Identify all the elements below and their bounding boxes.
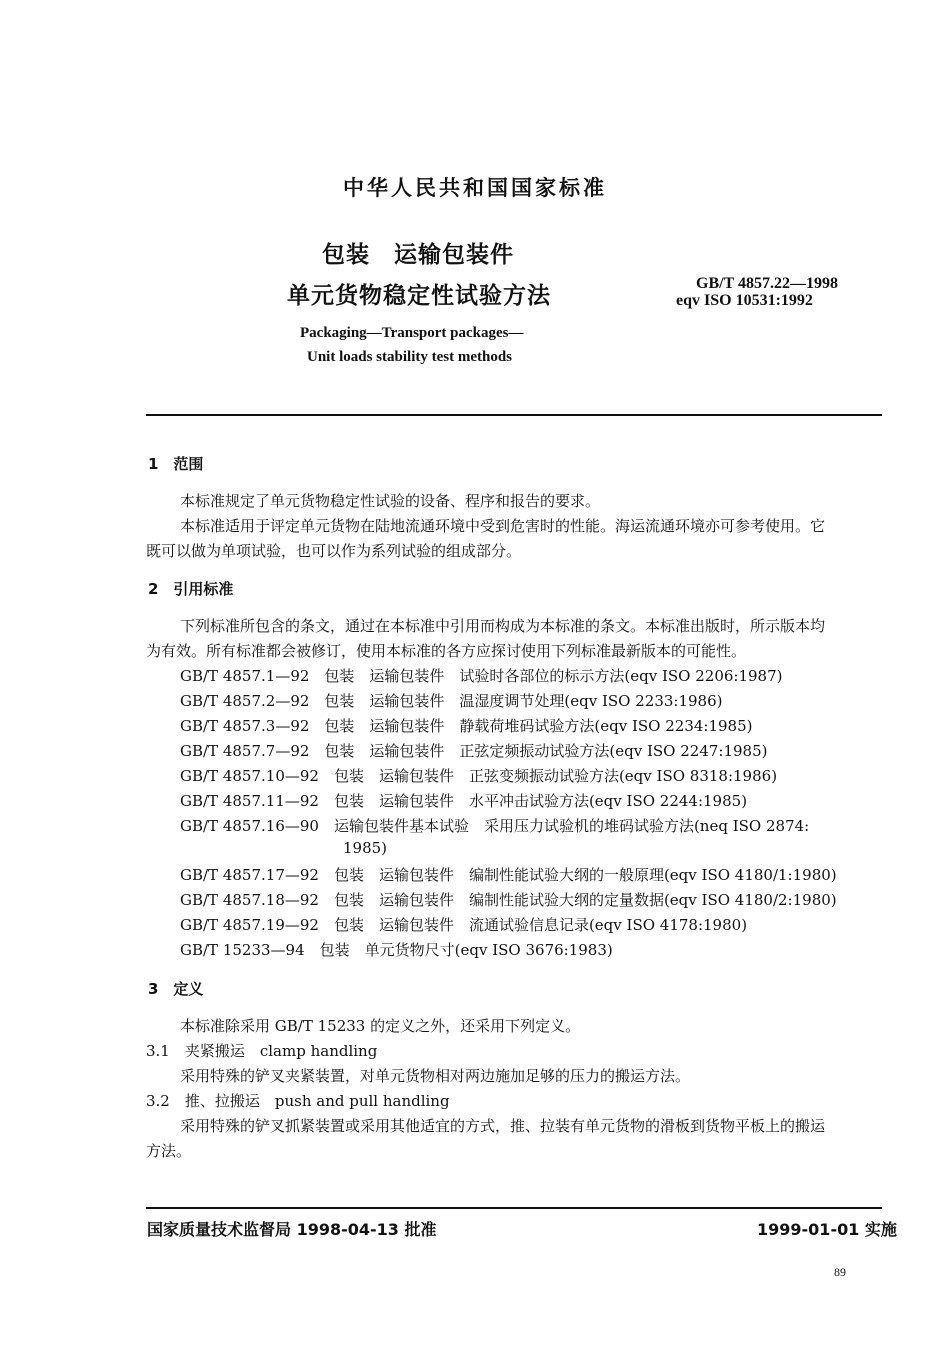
title-line-2: 单元货物稳定性试验方法: [287, 283, 551, 309]
bottom-divider: [146, 1207, 882, 1209]
top-divider: [146, 414, 882, 416]
definition-3-1-text: 采用特殊的铲叉夹紧装置，对单元货物相对两边施加足够的压力的搬运方法。: [180, 1067, 691, 1085]
reference-item-continuation: 1985): [343, 839, 388, 857]
section-1-paragraph-1: 本标准规定了单元货物稳定性试验的设备、程序和报告的要求。: [180, 492, 601, 510]
standard-code: GB/T 4857.22—1998: [696, 275, 838, 292]
section-1-paragraph-2-line-2: 既可以做为单项试验，也可以作为系列试验的组成部分。: [146, 542, 522, 560]
section-3-heading: 3 定义: [148, 980, 204, 998]
reference-item: GB/T 4857.16—90 运输包装件基本试验 采用压力试验机的堆码试验方法(neq ISO 2874:: [180, 817, 810, 835]
definition-3-1-heading: 3.1 夹紧搬运 clamp handling: [146, 1042, 378, 1060]
section-2-paragraph-line-1: 下列标准所包含的条文，通过在本标准中引用而构成为本标准的条文。本标准出版时，所示版本均: [180, 617, 826, 635]
equivalent-standard: eqv ISO 10531:1992: [676, 292, 813, 309]
document-header: 中华人民共和国国家标准: [343, 176, 607, 200]
definition-3-2-line-2: 方法。: [146, 1142, 192, 1160]
definition-3-2-line-1: 采用特殊的铲叉抓紧装置或采用其他适宜的方式，推、拉装有单元货物的滑板到货物平板上的搬运: [180, 1117, 826, 1135]
reference-item: GB/T 4857.17—92 包装 运输包装件 编制性能试验大纲的一般原理(eqv ISO 4180/1:1980): [180, 866, 837, 884]
section-2-paragraph-line-2: 为有效。所有标准都会被修订，使用本标准的各方应探讨使用下列标准最新版本的可能性。: [146, 642, 747, 660]
reference-item: GB/T 4857.2—92 包装 运输包装件 温湿度调节处理(eqv ISO 2233:1986): [180, 692, 723, 710]
implementation-date: 1999-01-01 实施: [757, 1220, 897, 1239]
section-1-paragraph-2-line-1: 本标准适用于评定单元货物在陆地流通环境中受到危害时的性能。海运流通环境亦可参考使用。它: [180, 517, 826, 535]
english-title-line-2: Unit loads stability test methods: [307, 349, 513, 365]
english-title-line-1: Packaging—Transport packages—: [300, 325, 524, 341]
reference-item: GB/T 4857.7—92 包装 运输包装件 正弦定频振动试验方法(eqv ISO 2247:1985): [180, 742, 768, 760]
section-3-intro: 本标准除采用 GB/T 15233 的定义之外，还采用下列定义。: [180, 1017, 581, 1035]
section-2-heading: 2 引用标准: [148, 580, 234, 598]
approval-date: 国家质量技术监督局 1998-04-13 批准: [147, 1220, 437, 1239]
reference-item: GB/T 4857.19—92 包装 运输包装件 流通试验信息记录(eqv ISO 4178:1980): [180, 916, 748, 934]
reference-item: GB/T 4857.11—92 包装 运输包装件 水平冲击试验方法(eqv ISO 2244:1985): [180, 792, 748, 810]
reference-item: GB/T 4857.3—92 包装 运输包装件 静载荷堆码试验方法(eqv ISO 2234:1985): [180, 717, 753, 735]
definition-3-2-heading: 3.2 推、拉搬运 push and pull handling: [146, 1092, 450, 1110]
section-1-heading: 1 范围: [148, 455, 204, 473]
reference-item: GB/T 15233—94 包装 单元货物尺寸(eqv ISO 3676:1983): [180, 941, 613, 959]
title-line-1: 包装 运输包装件: [322, 242, 514, 268]
reference-item: GB/T 4857.1—92 包装 运输包装件 试验时各部位的标示方法(eqv ISO 2206:1987): [180, 667, 783, 685]
page-number: 89: [834, 1265, 846, 1279]
reference-item: GB/T 4857.18—92 包装 运输包装件 编制性能试验大纲的定量数据(eqv ISO 4180/2:1980): [180, 891, 837, 909]
reference-item: GB/T 4857.10—92 包装 运输包装件 正弦变频振动试验方法(eqv ISO 8318:1986): [180, 767, 778, 785]
